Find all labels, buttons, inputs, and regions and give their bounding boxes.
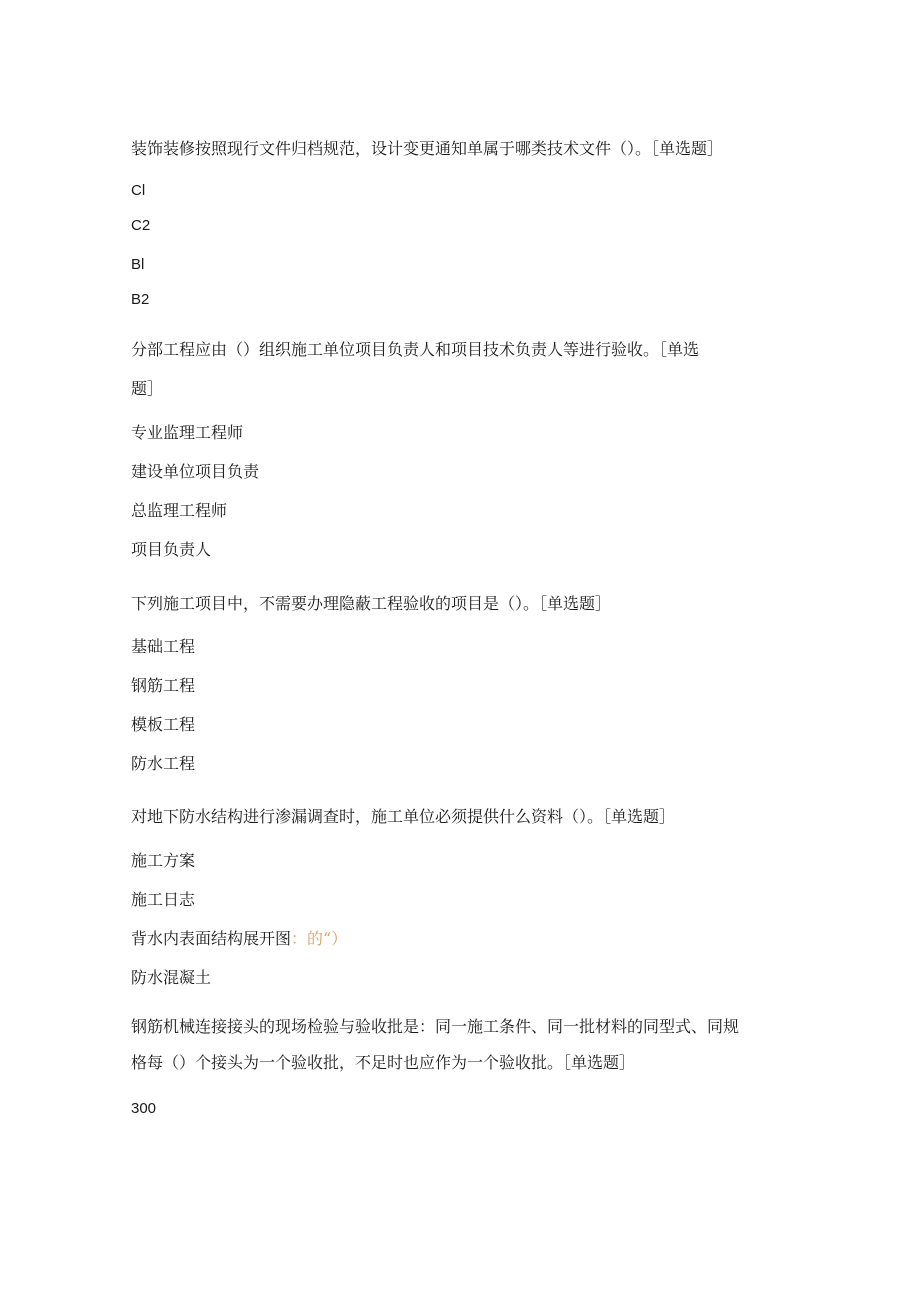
- question-4-option-a[interactable]: 施工方案: [131, 851, 196, 870]
- question-2-option-b[interactable]: 建设单位项目负责: [131, 462, 260, 481]
- question-5-option-a[interactable]: 300: [131, 1100, 157, 1117]
- question-4-option-b[interactable]: 施工日志: [131, 890, 196, 909]
- question-4-option-c-annotation: ：的“）: [291, 929, 348, 948]
- question-2-text-line-2: 题］: [131, 379, 164, 398]
- question-3-option-b[interactable]: 钢筋工程: [131, 676, 196, 695]
- question-2-option-d[interactable]: 项目负责人: [131, 540, 212, 559]
- question-4-option-d[interactable]: 防水混凝土: [131, 968, 212, 987]
- question-4-text: 对地下防水结构进行渗漏调查时，施工单位必须提供什么资料（）。［单选题］: [131, 807, 676, 826]
- question-1-option-d[interactable]: B2: [131, 291, 150, 308]
- question-3-option-c[interactable]: 模板工程: [131, 715, 196, 734]
- question-3-option-d[interactable]: 防水工程: [131, 754, 196, 773]
- question-2-text-line-1: 分部工程应由（）组织施工单位项目负责人和项目技术负责人等进行验收。［单选: [131, 340, 700, 359]
- question-4-option-c-label: 背水内表面结构展开图: [131, 929, 292, 948]
- question-3-text: 下列施工项目中，不需要办理隐蔽工程验收的项目是（）。［单选题］: [131, 594, 612, 613]
- question-3-option-a[interactable]: 基础工程: [131, 637, 196, 656]
- question-2-option-a[interactable]: 专业监理工程师: [131, 423, 244, 442]
- question-1-option-a[interactable]: Cl: [131, 182, 146, 199]
- question-1-option-b[interactable]: C2: [131, 217, 151, 234]
- question-2-option-c[interactable]: 总监理工程师: [131, 501, 228, 520]
- question-4-option-c[interactable]: [131, 928, 347, 950]
- question-1-option-c[interactable]: Bl: [131, 256, 145, 273]
- question-1-text: 装饰装修按照现行文件归档规范，设计变更通知单属于哪类技术文件（）。［单选题］: [131, 139, 724, 158]
- question-5-text-line-2: 格每（）个接头为一个验收批，不足时也应作为一个验收批。［单选题］: [131, 1053, 636, 1072]
- question-5-text-line-1: 钢筋机械连接接头的现场检验与验收批是：同一施工条件、同一批材料的同型式、同规: [131, 1017, 740, 1036]
